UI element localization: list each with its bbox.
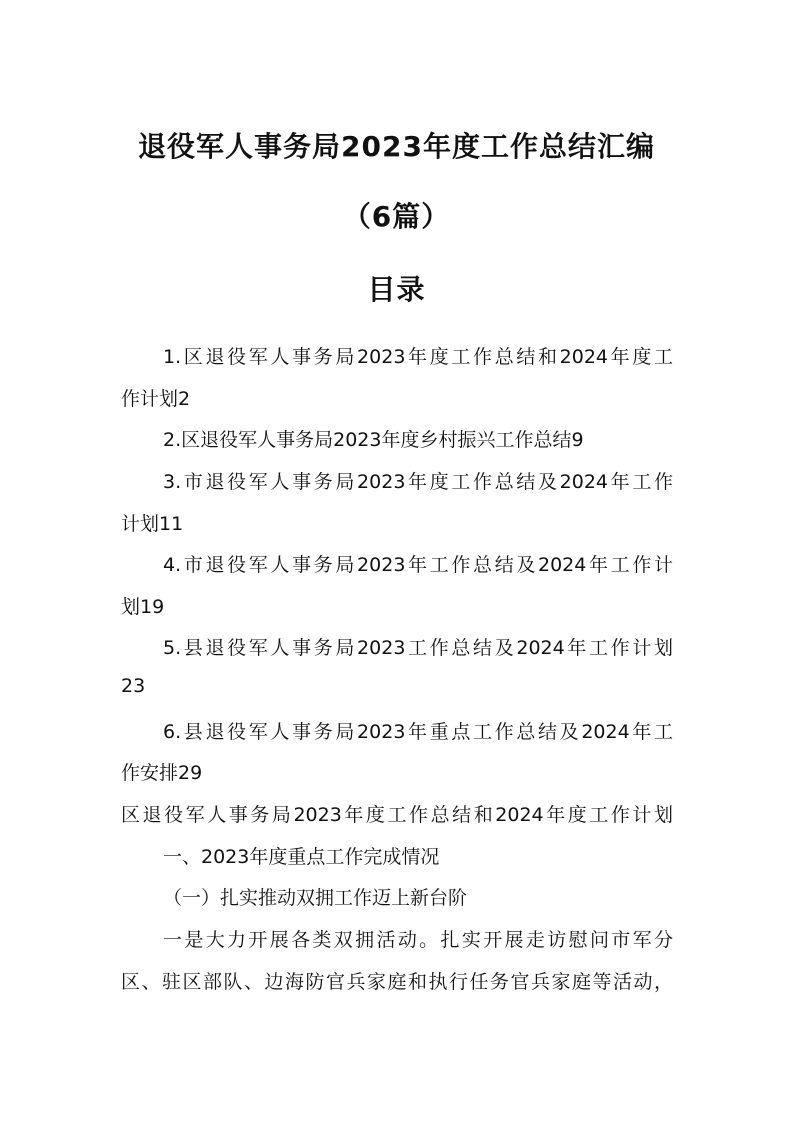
section-1-title: 一、2023年度重点工作完成情况 <box>163 846 440 868</box>
toc-item-5[interactable]: 5.县退役军人事务局2023工作总结及2024年工作计划 <box>163 637 673 659</box>
toc-item-1[interactable]: 1.区退役军人事务局2023年度工作总结和2024年度工 <box>163 346 673 368</box>
document-title-count: （6篇） <box>342 200 451 233</box>
section-heading: 区退役军人事务局2023年度工作总结和2024年度工作计划 <box>121 804 673 826</box>
toc-item-4-cont[interactable]: 划19 <box>121 596 165 618</box>
toc-item-1-cont[interactable]: 作计划2 <box>121 388 191 410</box>
toc-item-4[interactable]: 4.市退役军人事务局2023年工作总结及2024年工作计 <box>163 554 673 576</box>
toc-item-2[interactable]: 2.区退役军人事务局2023年度乡村振兴工作总结9 <box>163 429 584 451</box>
toc-item-5-cont[interactable]: 23 <box>121 675 146 697</box>
toc-item-6[interactable]: 6.县退役军人事务局2023年重点工作总结及2024年工 <box>163 721 673 743</box>
paragraph-line: 一是大力开展各类双拥活动。扎实开展走访慰问市军分 <box>163 929 673 951</box>
toc-heading: 目录 <box>367 273 426 306</box>
toc-item-3-cont[interactable]: 计划11 <box>121 513 184 535</box>
toc-item-3[interactable]: 3.市退役军人事务局2023年度工作总结及2024年工作 <box>163 471 673 493</box>
paragraph-line: 区、驻区部队、边海防官兵家庭和执行任务官兵家庭等活动， <box>121 971 673 993</box>
subsection-1-title: （一）扎实推动双拥工作迈上新台阶 <box>163 887 468 909</box>
toc-item-6-cont[interactable]: 作安排29 <box>121 762 203 784</box>
document-title: 退役军人事务局2023年度工作总结汇编 <box>138 130 655 163</box>
